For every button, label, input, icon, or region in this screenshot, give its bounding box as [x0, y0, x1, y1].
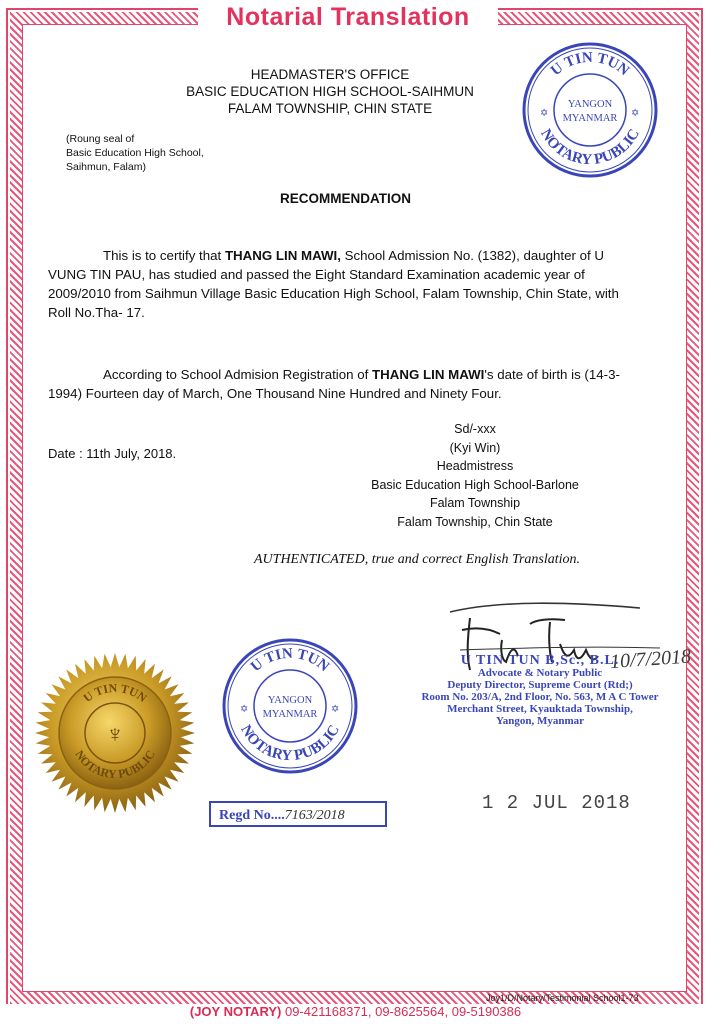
signatory-line-2: (Kyi Win): [449, 440, 501, 455]
recommendation-heading: RECOMMENDATION: [280, 191, 411, 206]
regd-label: Regd No....: [219, 808, 285, 823]
seal-note-line-1: (Roung seal of: [66, 133, 135, 145]
advocate-line-3: Room No. 203/A, 2nd Floor, No. 563, M A C Tower: [421, 691, 659, 703]
emblem-icon: ♆: [106, 721, 124, 748]
star-icon: ✡: [540, 108, 549, 119]
advocate-stamp: [380, 655, 700, 727]
recommendation-heading-wrap: [0, 191, 711, 206]
advocate-line-1: Advocate & Notary Public: [477, 667, 603, 679]
advocate-name: U TIN TUN B,Sc., B.L.: [460, 653, 620, 668]
title-bar: [198, 0, 498, 34]
gold-seal-bottom: NOTARY PUBLIC: [72, 747, 158, 782]
star-icon: ✡: [331, 704, 340, 715]
stamp-bottom-country: MYANMAR: [262, 709, 318, 720]
para2-post: 's date of birth is (14-3-1994) Fourteen day of March, One Thousand Nine Hundred and Ninety Four.: [48, 367, 620, 401]
registration-box: [209, 801, 387, 827]
footer-contact: [0, 1004, 711, 1019]
letterhead-line-2: BASIC EDUCATION HIGH SCHOOL-SAIHMUN: [186, 84, 474, 99]
star-icon: ✡: [631, 108, 640, 119]
letterhead-line-1: HEADMASTER'S OFFICE: [250, 67, 410, 82]
notary-stamp-top: [520, 40, 660, 180]
advocate-line-2: Deputy Director, Supreme Court (Rtd;): [447, 679, 633, 691]
stamp-top-country: MYANMAR: [562, 113, 618, 124]
stamp-top-name: U TIN TUN: [547, 49, 633, 80]
advocate-line-4: Merchant Street, Kyauktada Township,: [447, 703, 633, 715]
signatory-line-4: Basic Education High School-Barlone: [371, 477, 579, 492]
advocate-line-5: Yangon, Myanmar: [495, 715, 584, 727]
letterhead-line-3: FALAM TOWNSHIP, CHIN STATE: [227, 101, 433, 116]
para1-post: School Admission No. (1382), daughter of U VUNG TIN PAU, has studied and passed the Eight Standard Examination academic year of 2009/2010 from Saihmun Village Basic Education High School, Falam Township, Chin State, with Roll No.Tha- 17.: [48, 248, 619, 320]
para1-pre: This is to certify that: [103, 248, 225, 263]
signature-date: 10/7/2018: [609, 645, 692, 674]
stamp-top-bottom: NOTARY PUBLIC: [537, 126, 643, 169]
gold-notary-seal: [34, 652, 196, 814]
seal-note-line-2: Basic Education High School,: [66, 147, 204, 159]
seal-note: [66, 132, 204, 174]
student-name: THANG LIN MAWI,: [224, 248, 341, 263]
para2-pre: According to School Admision Registration of: [103, 367, 373, 382]
signatory-line-3: Headmistress: [436, 459, 514, 473]
notary-stamp-bottom: [220, 636, 360, 776]
stamp-top-city: YANGON: [567, 99, 613, 110]
seal-note-line-3: Saihmun, Falam): [66, 161, 146, 173]
gold-seal-top: U TIN TUN: [80, 680, 150, 706]
signatory-line-5: Falam Township: [429, 496, 521, 510]
signatory-line-1: Sd/-xxx: [454, 422, 496, 436]
stamp-bottom-city: YANGON: [267, 695, 313, 706]
regd-number: 7163/2018: [284, 808, 345, 823]
reference-code: Joy1/D/Notary/Testimonial School1-73: [486, 993, 639, 1003]
signatory-line-6: Falam Township, Chin State: [397, 514, 553, 529]
footer-phones: 09-421168371, 09-8625564, 09-5190386: [281, 1004, 522, 1019]
student-name-2: THANG LIN MAWI: [372, 367, 485, 382]
stamp-bottom-bottom: NOTARY PUBLIC: [237, 722, 343, 765]
footer-brand: (JOY NOTARY): [189, 1004, 282, 1019]
letterhead: [160, 66, 500, 117]
signatory-block: [360, 420, 590, 531]
stamp-bottom-name: U TIN TUN: [247, 645, 333, 676]
date-stamp: 1 2 JUL 2018: [482, 792, 631, 814]
authenticated-line: AUTHENTICATED, true and correct English Translation.: [254, 552, 581, 567]
document-title: Notarial Translation: [226, 3, 470, 31]
certify-paragraph: [48, 246, 630, 322]
birth-paragraph: [48, 365, 630, 403]
issue-date: Date : 11th July, 2018.: [48, 446, 177, 461]
star-icon: ✡: [240, 704, 249, 715]
